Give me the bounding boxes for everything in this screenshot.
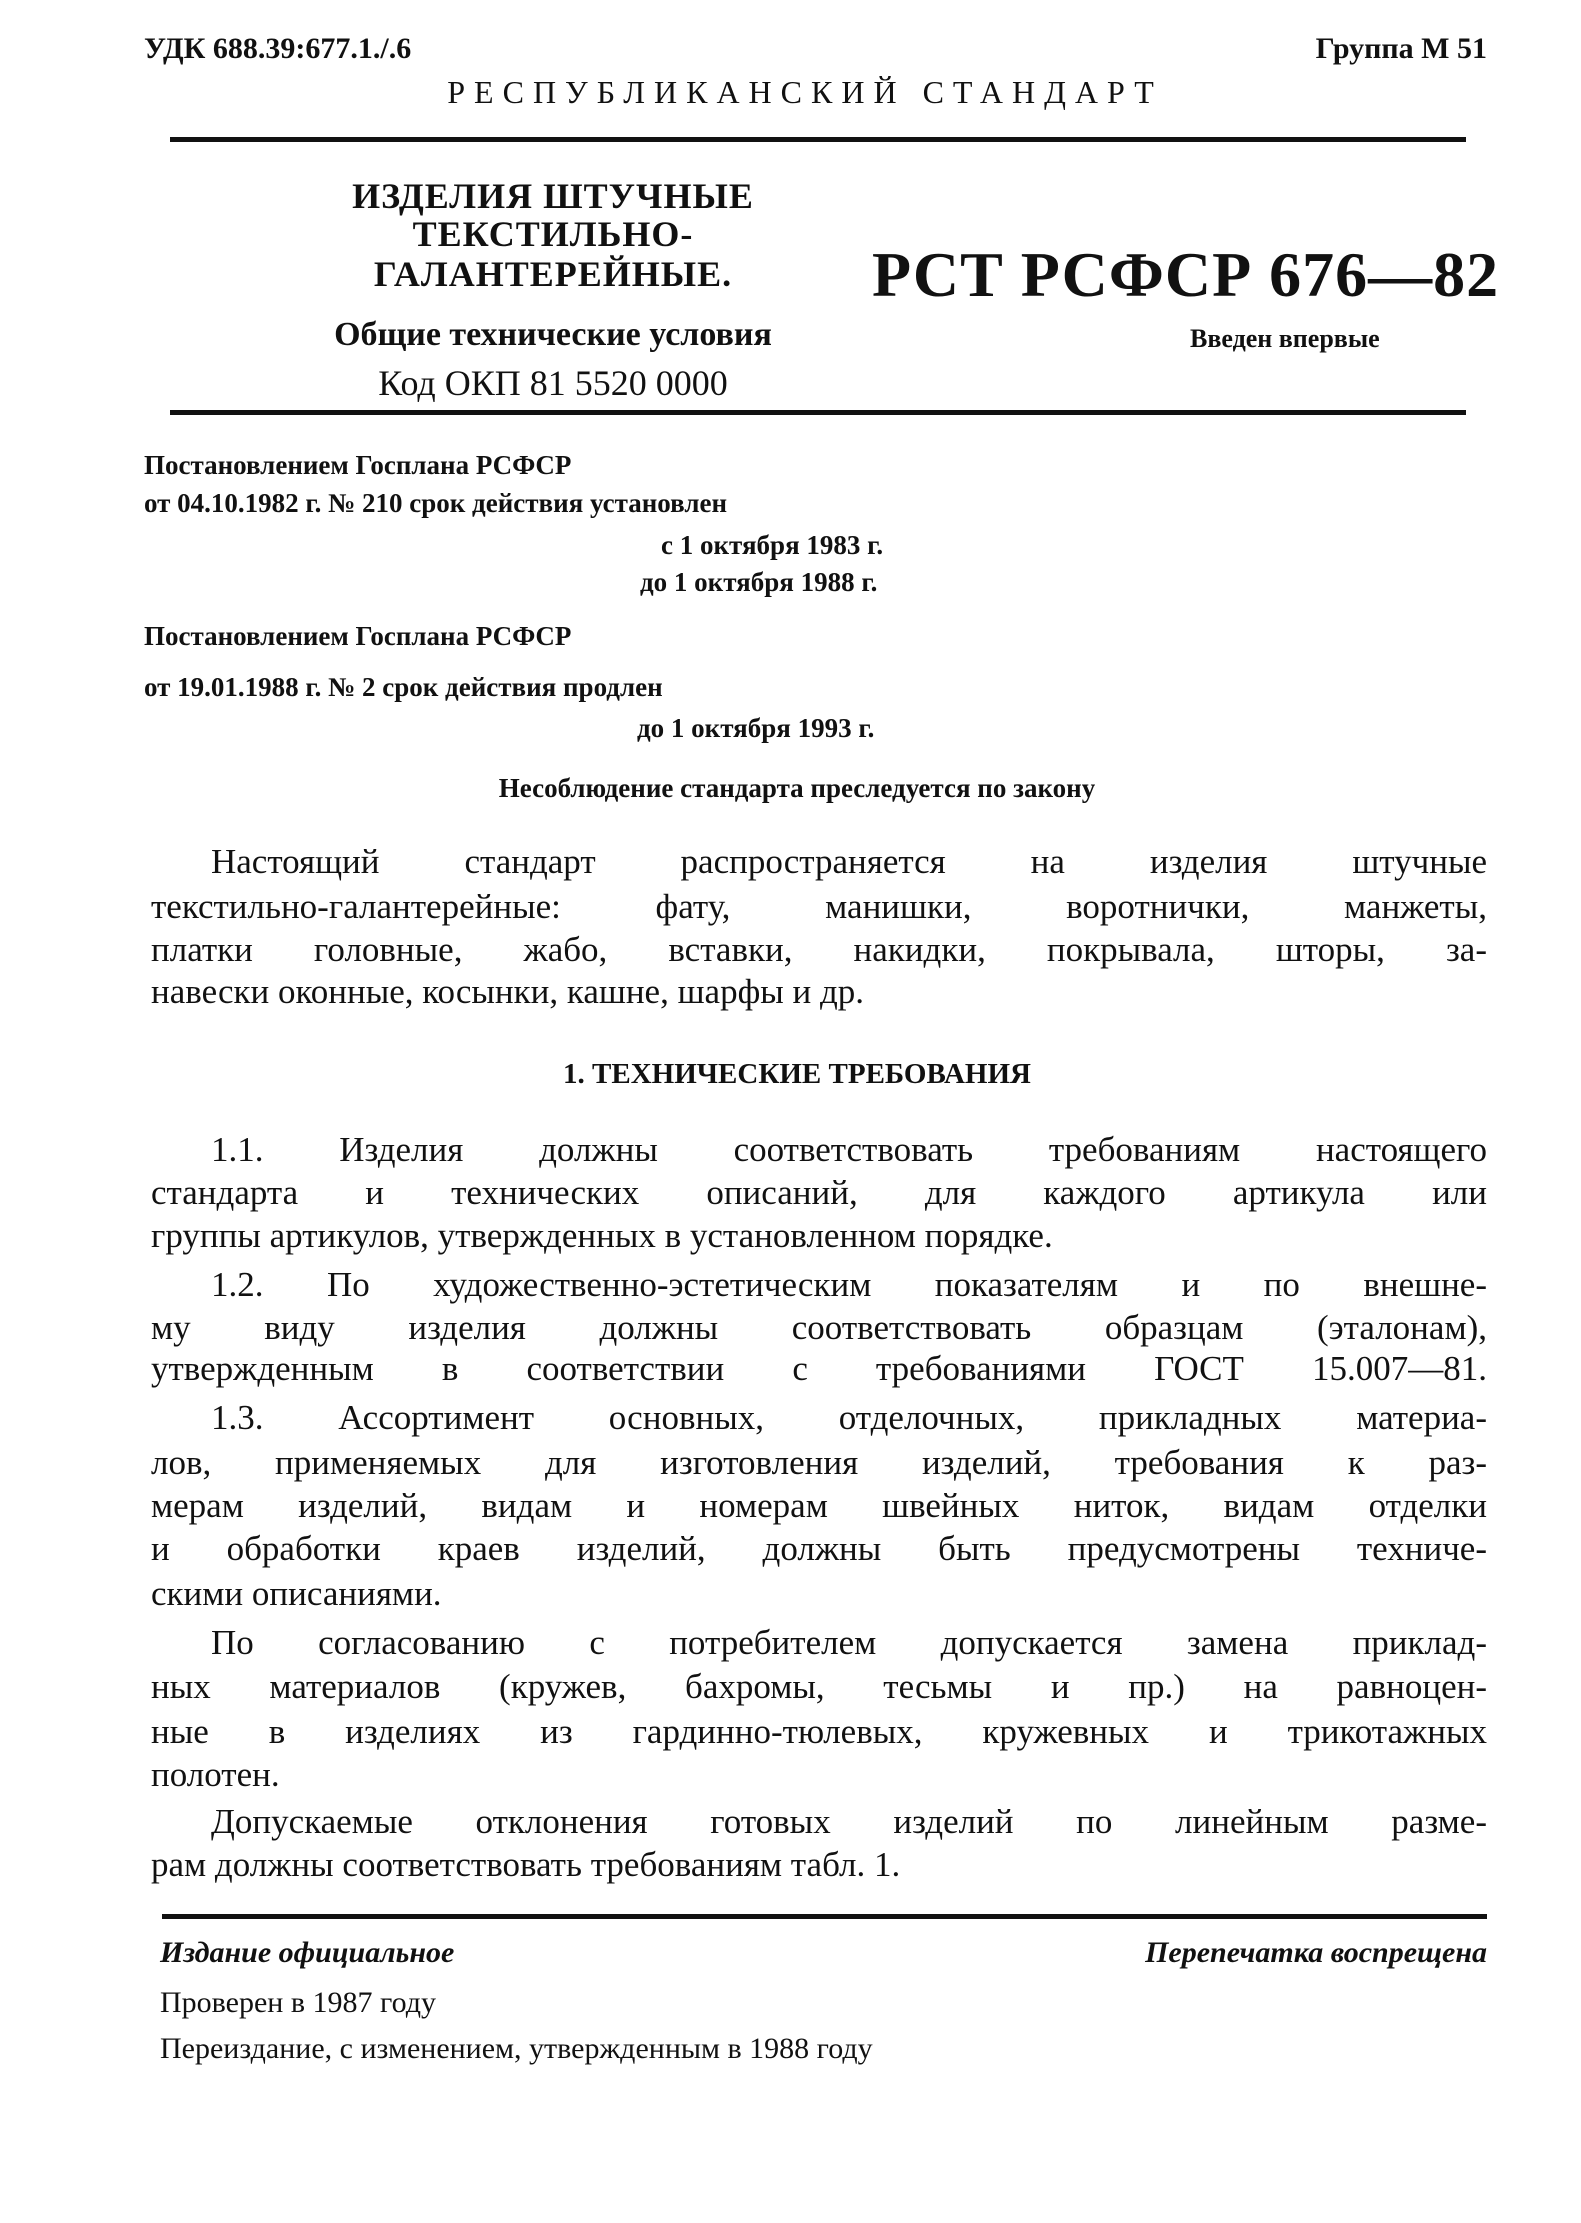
decree-line: Постановлением Госплана РСФСР [144, 621, 572, 651]
text-line: стандарта и технических описаний, для каждого артикула или [151, 1173, 1487, 1212]
title-line: ИЗДЕЛИЯ ШТУЧНЫЕ [352, 176, 754, 216]
text-line: текстильно-галантерейные: фату, манишки, воротнички, манжеты, [151, 887, 1487, 926]
reissue-note: Переиздание, с изменением, утвержденным в 1988 году [160, 2032, 873, 2065]
text-line: и обработки краев изделий, должны быть предусмотрены техниче- [151, 1529, 1487, 1568]
group-code: Группа М 51 [1315, 32, 1487, 65]
checked-note: Проверен в 1987 году [160, 1986, 436, 2019]
text-line: Настоящий стандарт распространяется на изделия штучные [211, 842, 1487, 881]
reprint-prohibited: Перепечатка воспрещена [1145, 1936, 1487, 1969]
standard-category: РЕСПУБЛИКАНСКИЙ СТАНДАРТ [447, 74, 1163, 110]
text-line: утвержденным в соответствии с требованиями ГОСТ 15.007—81. [151, 1349, 1487, 1388]
title-line: ГАЛАНТЕРЕЙНЫЕ. [373, 254, 733, 294]
text-line: рам должны соответствовать требованиям табл. 1. [151, 1845, 901, 1884]
text-line: платки головные, жабо, вставки, накидки, покрывала, шторы, за- [151, 930, 1487, 969]
text-line: По согласованию с потребителем допускается замена приклад- [211, 1623, 1487, 1662]
udk-code: УДК 688.39:677.1./.6 [144, 32, 412, 65]
text-line: скими описаниями. [151, 1574, 442, 1613]
text-line: 1.2. По художественно-эстетическим показателям и по внешне- [211, 1265, 1487, 1304]
decree-date: до 1 октября 1988 г. [640, 567, 878, 597]
text-line: полотен. [151, 1755, 280, 1794]
legal-warning: Несоблюдение стандарта преследуется по закону [498, 773, 1096, 803]
text-line: лов, применяемых для изготовления изделий, требования к раз- [151, 1443, 1487, 1482]
decree-date: с 1 октября 1983 г. [661, 530, 884, 560]
text-line: 1.3. Ассортимент основных, отделочных, прикладных материа- [211, 1398, 1487, 1437]
subtitle: Общие технические условия [334, 316, 772, 353]
standard-designation: РСТ РСФСР 676—82 [872, 239, 1500, 310]
text-line: ные в изделиях из гардинно-тюлевых, кружевных и трикотажных [151, 1712, 1487, 1751]
decree-line: от 04.10.1982 г. № 210 срок действия установлен [144, 488, 728, 518]
text-line: ных материалов (кружев, бахромы, тесьмы и пр.) на равноцен- [151, 1667, 1487, 1706]
title-line: ТЕКСТИЛЬНО- [412, 214, 694, 254]
footer-rule [162, 1914, 1487, 1919]
title-rule [170, 410, 1466, 415]
text-line: группы артикулов, утвержденных в установленном порядке. [151, 1216, 1053, 1255]
decree-date: до 1 октября 1993 г. [637, 713, 875, 743]
text-line: мерам изделий, видам и номерам швейных ниток, видам отделки [151, 1486, 1487, 1525]
text-line: му виду изделия должны соответствовать образцам (эталонам), [151, 1308, 1487, 1347]
okp-code: Код ОКП 81 5520 0000 [378, 363, 728, 403]
decree-line: Постановлением Госплана РСФСР [144, 450, 572, 480]
introduced-note: Введен впервые [1190, 324, 1380, 353]
text-line: 1.1. Изделия должны соответствовать требованиям настоящего [211, 1130, 1487, 1169]
text-line: навески оконные, косынки, кашне, шарфы и др. [151, 972, 865, 1011]
decree-line: от 19.01.1988 г. № 2 срок действия продлен [144, 672, 663, 702]
top-rule [170, 137, 1466, 142]
text-line: Допускаемые отклонения готовых изделий по линейным разме- [211, 1802, 1487, 1841]
section-title: 1. ТЕХНИЧЕСКИЕ ТРЕБОВАНИЯ [563, 1058, 1031, 1090]
official-edition: Издание официальное [160, 1936, 455, 1969]
